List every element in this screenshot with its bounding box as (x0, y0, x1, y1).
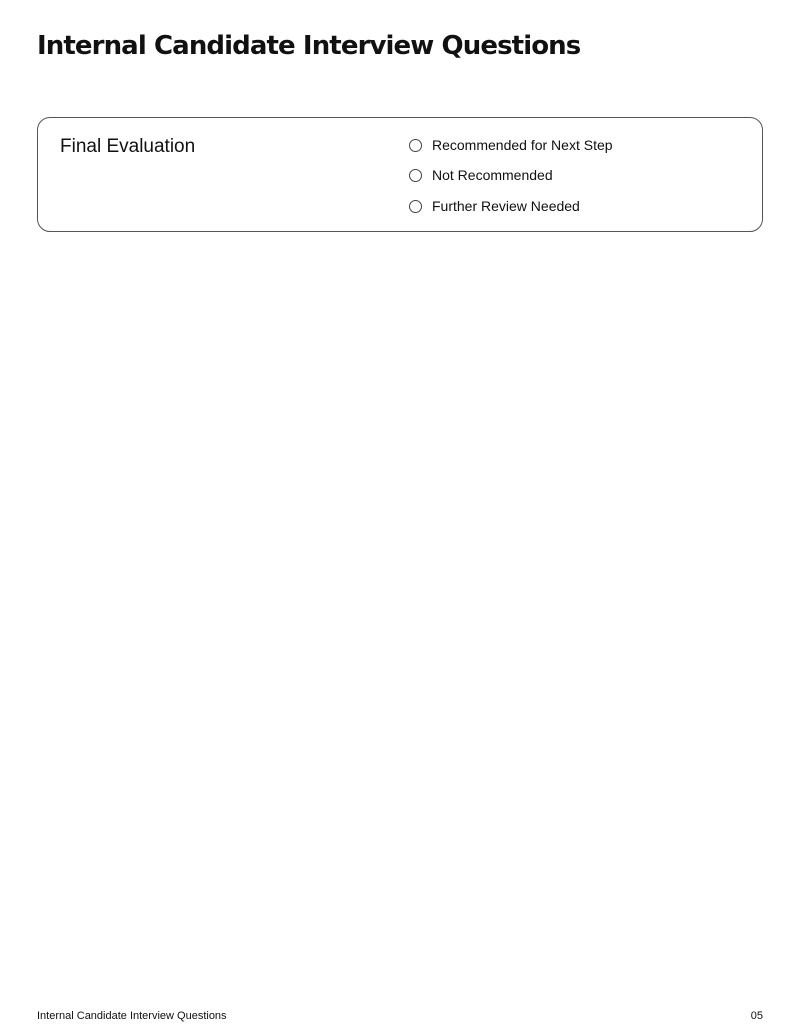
final-evaluation-card (37, 117, 763, 232)
option-recommended-for-next-step[interactable] (409, 135, 613, 155)
footer-page-number: 05 (750, 1010, 763, 1022)
radio-button[interactable] (409, 200, 422, 213)
option-label: Recommended for Next Step (432, 137, 613, 153)
radio-button[interactable] (409, 139, 422, 152)
option-label: Further Review Needed (432, 198, 580, 214)
page-title: Internal Candidate Interview Questions (37, 31, 581, 61)
footer-document-title: Internal Candidate Interview Questions (37, 1010, 227, 1022)
radio-button[interactable] (409, 169, 422, 182)
final-evaluation-heading: Final Evaluation (60, 136, 196, 157)
option-not-recommended[interactable] (409, 165, 553, 185)
option-further-review-needed[interactable] (409, 196, 580, 216)
option-label: Not Recommended (432, 167, 553, 183)
